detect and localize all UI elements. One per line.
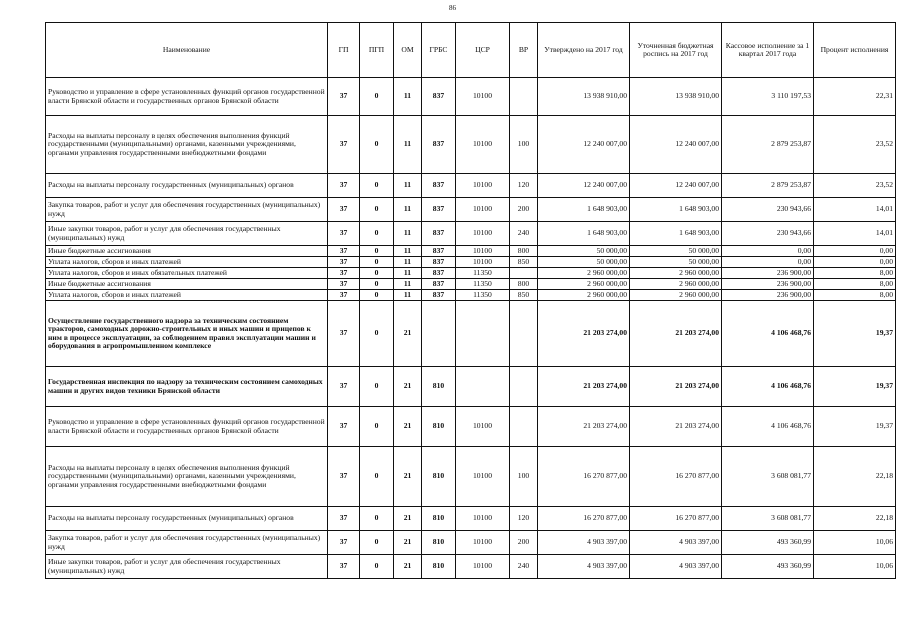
cell-percent: 23,52 — [814, 116, 896, 174]
cell-gp: 37 — [328, 222, 360, 246]
cell-gp: 37 — [328, 507, 360, 531]
cell-approved: 21 203 274,00 — [538, 407, 630, 447]
cell-vr — [510, 78, 538, 116]
cell-approved: 4 903 397,00 — [538, 531, 630, 555]
cell-grbs: 837 — [422, 290, 456, 301]
cell-name: Расходы на выплаты персоналу в целях обеспечения выполнения функций государственными (муниципальными) органами, казенными учреждениями, органами управления государственными внебюджетными фондами — [46, 116, 328, 174]
cell-approved: 12 240 007,00 — [538, 116, 630, 174]
cell-refined: 12 240 007,00 — [630, 116, 722, 174]
cell-csr: 10100 — [456, 447, 510, 507]
cell-refined: 2 960 000,00 — [630, 290, 722, 301]
cell-name: Иные бюджетные ассигнования — [46, 246, 328, 257]
table-row — [46, 301, 896, 367]
cell-grbs: 810 — [422, 367, 456, 407]
cell-approved: 2 960 000,00 — [538, 279, 630, 290]
cell-om: 21 — [394, 407, 422, 447]
table-row — [46, 407, 896, 447]
cell-gp: 37 — [328, 447, 360, 507]
header-vr: ВР — [510, 23, 538, 78]
cell-grbs: 837 — [422, 198, 456, 222]
cell-om: 21 — [394, 447, 422, 507]
table-row — [46, 246, 896, 257]
cell-cash: 493 360,99 — [722, 531, 814, 555]
cell-percent: 19,37 — [814, 407, 896, 447]
table-header-row — [46, 23, 896, 78]
cell-percent: 10,06 — [814, 555, 896, 579]
cell-pgp: 0 — [360, 257, 394, 268]
cell-pgp: 0 — [360, 246, 394, 257]
cell-name: Руководство и управление в сфере установленных функций органов государственной власти Брянской области и государственных органов Брянской области — [46, 78, 328, 116]
cell-refined: 50 000,00 — [630, 246, 722, 257]
cell-pgp: 0 — [360, 290, 394, 301]
cell-pgp: 0 — [360, 531, 394, 555]
cell-percent: 22,18 — [814, 507, 896, 531]
cell-cash: 3 608 081,77 — [722, 507, 814, 531]
cell-csr: 10100 — [456, 407, 510, 447]
table-row — [46, 447, 896, 507]
cell-refined: 12 240 007,00 — [630, 174, 722, 198]
cell-name: Уплата налогов, сборов и иных платежей — [46, 290, 328, 301]
cell-grbs: 837 — [422, 279, 456, 290]
cell-cash: 236 900,00 — [722, 279, 814, 290]
cell-name: Иные бюджетные ассигнования — [46, 279, 328, 290]
cell-vr: 850 — [510, 290, 538, 301]
cell-cash: 493 360,99 — [722, 555, 814, 579]
header-om: ОМ — [394, 23, 422, 78]
cell-vr — [510, 407, 538, 447]
cell-grbs: 837 — [422, 174, 456, 198]
cell-grbs: 810 — [422, 407, 456, 447]
cell-cash: 2 879 253,87 — [722, 174, 814, 198]
cell-csr: 10100 — [456, 174, 510, 198]
cell-vr — [510, 367, 538, 407]
cell-om: 11 — [394, 246, 422, 257]
cell-cash: 4 106 468,76 — [722, 407, 814, 447]
cell-om: 11 — [394, 279, 422, 290]
cell-cash: 236 900,00 — [722, 268, 814, 279]
table-row — [46, 198, 896, 222]
cell-vr: 800 — [510, 279, 538, 290]
cell-percent: 22,18 — [814, 447, 896, 507]
cell-refined: 21 203 274,00 — [630, 407, 722, 447]
cell-refined: 2 960 000,00 — [630, 268, 722, 279]
cell-approved: 1 648 903,00 — [538, 222, 630, 246]
cell-approved: 16 270 877,00 — [538, 507, 630, 531]
cell-gp: 37 — [328, 555, 360, 579]
cell-gp: 37 — [328, 198, 360, 222]
cell-gp: 37 — [328, 246, 360, 257]
cell-csr: 10100 — [456, 78, 510, 116]
cell-approved: 2 960 000,00 — [538, 268, 630, 279]
cell-om: 11 — [394, 174, 422, 198]
cell-pgp: 0 — [360, 174, 394, 198]
cell-gp: 37 — [328, 257, 360, 268]
cell-om: 11 — [394, 198, 422, 222]
cell-pgp: 0 — [360, 301, 394, 367]
cell-grbs: 837 — [422, 222, 456, 246]
cell-csr: 10100 — [456, 507, 510, 531]
cell-name: Закупка товаров, работ и услуг для обеспечения государственных (муниципальных) нужд — [46, 531, 328, 555]
cell-gp: 37 — [328, 531, 360, 555]
cell-cash: 0,00 — [722, 246, 814, 257]
cell-name: Расходы на выплаты персоналу государственных (муниципальных) органов — [46, 507, 328, 531]
table-row — [46, 257, 896, 268]
table-row — [46, 222, 896, 246]
cell-vr — [510, 268, 538, 279]
cell-om: 21 — [394, 367, 422, 407]
cell-vr: 200 — [510, 198, 538, 222]
cell-refined: 1 648 903,00 — [630, 198, 722, 222]
header-name: Наименование — [46, 23, 328, 78]
cell-gp: 37 — [328, 78, 360, 116]
cell-name: Уплата налогов, сборов и иных обязательных платежей — [46, 268, 328, 279]
header-pgp: ПГП — [360, 23, 394, 78]
cell-refined: 4 903 397,00 — [630, 531, 722, 555]
cell-approved: 16 270 877,00 — [538, 447, 630, 507]
cell-pgp: 0 — [360, 507, 394, 531]
cell-refined: 1 648 903,00 — [630, 222, 722, 246]
cell-vr: 120 — [510, 174, 538, 198]
cell-cash: 236 900,00 — [722, 290, 814, 301]
cell-approved: 2 960 000,00 — [538, 290, 630, 301]
cell-name: Государственная инспекция по надзору за техническим состоянием самоходных машин и других видов техники Брянской области — [46, 367, 328, 407]
cell-csr: 10100 — [456, 198, 510, 222]
cell-gp: 37 — [328, 367, 360, 407]
cell-grbs: 837 — [422, 257, 456, 268]
cell-cash: 4 106 468,76 — [722, 367, 814, 407]
cell-pgp: 0 — [360, 367, 394, 407]
cell-pgp: 0 — [360, 279, 394, 290]
cell-om: 11 — [394, 116, 422, 174]
cell-name: Иные закупки товаров, работ и услуг для обеспечения государственных (муниципальных) нужд — [46, 555, 328, 579]
table-row — [46, 268, 896, 279]
cell-grbs — [422, 301, 456, 367]
cell-vr — [510, 301, 538, 367]
cell-om: 11 — [394, 268, 422, 279]
cell-csr: 10100 — [456, 531, 510, 555]
header-cash: Кассовое исполнение за 1 квартал 2017 года — [722, 23, 814, 78]
cell-refined: 50 000,00 — [630, 257, 722, 268]
header-percent: Процент исполнения — [814, 23, 896, 78]
cell-approved: 50 000,00 — [538, 257, 630, 268]
cell-grbs: 837 — [422, 246, 456, 257]
cell-approved: 50 000,00 — [538, 246, 630, 257]
cell-om: 11 — [394, 257, 422, 268]
cell-csr: 10100 — [456, 246, 510, 257]
cell-cash: 230 943,66 — [722, 222, 814, 246]
cell-pgp: 0 — [360, 116, 394, 174]
table-row — [46, 174, 896, 198]
cell-refined: 21 203 274,00 — [630, 301, 722, 367]
cell-refined: 4 903 397,00 — [630, 555, 722, 579]
table-row — [46, 290, 896, 301]
cell-percent: 23,52 — [814, 174, 896, 198]
table-row — [46, 116, 896, 174]
cell-percent: 22,31 — [814, 78, 896, 116]
cell-percent: 19,37 — [814, 301, 896, 367]
cell-approved: 4 903 397,00 — [538, 555, 630, 579]
cell-csr: 11350 — [456, 279, 510, 290]
table-row — [46, 507, 896, 531]
cell-om: 21 — [394, 555, 422, 579]
cell-vr: 100 — [510, 447, 538, 507]
cell-gp: 37 — [328, 279, 360, 290]
table-row — [46, 555, 896, 579]
page-number: 86 — [449, 4, 456, 12]
header-csr: ЦСР — [456, 23, 510, 78]
cell-pgp: 0 — [360, 222, 394, 246]
cell-name: Осуществление государственного надзора за техническим состоянием тракторов, самоходных дорожно-строительных и иных машин и прицепов к ним в процессе эксплуатации, за соблюдением правил эксплуатации машин и оборудования в агропромышленном комплексе — [46, 301, 328, 367]
header-approved: Утверждено на 2017 год — [538, 23, 630, 78]
cell-gp: 37 — [328, 301, 360, 367]
cell-csr: 11350 — [456, 290, 510, 301]
cell-name: Расходы на выплаты персоналу государственных (муниципальных) органов — [46, 174, 328, 198]
table-row — [46, 531, 896, 555]
header-grbs: ГРБС — [422, 23, 456, 78]
cell-csr: 10100 — [456, 555, 510, 579]
cell-grbs: 810 — [422, 447, 456, 507]
cell-percent: 0,00 — [814, 257, 896, 268]
cell-name: Иные закупки товаров, работ и услуг для обеспечения государственных (муниципальных) нужд — [46, 222, 328, 246]
cell-percent: 8,00 — [814, 290, 896, 301]
cell-name: Уплата налогов, сборов и иных платежей — [46, 257, 328, 268]
cell-om: 21 — [394, 301, 422, 367]
cell-cash: 230 943,66 — [722, 198, 814, 222]
cell-vr: 800 — [510, 246, 538, 257]
cell-vr: 200 — [510, 531, 538, 555]
cell-name: Расходы на выплаты персоналу в целях обеспечения выполнения функций государственными (муниципальными) органами, казенными учреждениями, органами управления государственными внебюджетными фондами — [46, 447, 328, 507]
cell-gp: 37 — [328, 407, 360, 447]
cell-percent: 0,00 — [814, 246, 896, 257]
cell-pgp: 0 — [360, 268, 394, 279]
header-gp: ГП — [328, 23, 360, 78]
cell-gp: 37 — [328, 116, 360, 174]
cell-vr: 240 — [510, 555, 538, 579]
cell-csr — [456, 367, 510, 407]
cell-percent: 10,06 — [814, 531, 896, 555]
cell-om: 11 — [394, 290, 422, 301]
cell-csr: 10100 — [456, 222, 510, 246]
cell-vr: 100 — [510, 116, 538, 174]
cell-refined: 13 938 910,00 — [630, 78, 722, 116]
cell-om: 11 — [394, 222, 422, 246]
cell-percent: 8,00 — [814, 279, 896, 290]
table-row — [46, 279, 896, 290]
cell-pgp: 0 — [360, 555, 394, 579]
cell-grbs: 810 — [422, 531, 456, 555]
cell-om: 11 — [394, 78, 422, 116]
cell-grbs: 837 — [422, 116, 456, 174]
cell-approved: 21 203 274,00 — [538, 367, 630, 407]
cell-grbs: 810 — [422, 507, 456, 531]
cell-cash: 3 110 197,53 — [722, 78, 814, 116]
cell-vr: 240 — [510, 222, 538, 246]
cell-percent: 14,01 — [814, 222, 896, 246]
cell-gp: 37 — [328, 268, 360, 279]
cell-pgp: 0 — [360, 407, 394, 447]
cell-refined: 21 203 274,00 — [630, 367, 722, 407]
table-row — [46, 78, 896, 116]
cell-cash: 2 879 253,87 — [722, 116, 814, 174]
cell-vr: 120 — [510, 507, 538, 531]
cell-om: 21 — [394, 531, 422, 555]
cell-csr: 10100 — [456, 116, 510, 174]
cell-approved: 13 938 910,00 — [538, 78, 630, 116]
cell-csr: 10100 — [456, 257, 510, 268]
cell-csr: 11350 — [456, 268, 510, 279]
cell-refined: 2 960 000,00 — [630, 279, 722, 290]
cell-percent: 19,37 — [814, 367, 896, 407]
cell-grbs: 810 — [422, 555, 456, 579]
cell-cash: 3 608 081,77 — [722, 447, 814, 507]
cell-om: 21 — [394, 507, 422, 531]
cell-pgp: 0 — [360, 78, 394, 116]
budget-table — [45, 22, 896, 579]
cell-grbs: 837 — [422, 268, 456, 279]
cell-percent: 8,00 — [814, 268, 896, 279]
cell-grbs: 837 — [422, 78, 456, 116]
cell-percent: 14,01 — [814, 198, 896, 222]
cell-vr: 850 — [510, 257, 538, 268]
table-row — [46, 367, 896, 407]
header-refined: Уточненная бюджетная роспись на 2017 год — [630, 23, 722, 78]
cell-pgp: 0 — [360, 447, 394, 507]
cell-pgp: 0 — [360, 198, 394, 222]
cell-approved: 12 240 007,00 — [538, 174, 630, 198]
cell-name: Руководство и управление в сфере установленных функций органов государственной власти Брянской области и государственных органов Брянской области — [46, 407, 328, 447]
cell-csr — [456, 301, 510, 367]
cell-name: Закупка товаров, работ и услуг для обеспечения государственных (муниципальных) нужд — [46, 198, 328, 222]
cell-refined: 16 270 877,00 — [630, 507, 722, 531]
cell-cash: 0,00 — [722, 257, 814, 268]
cell-approved: 21 203 274,00 — [538, 301, 630, 367]
cell-gp: 37 — [328, 174, 360, 198]
cell-gp: 37 — [328, 290, 360, 301]
cell-refined: 16 270 877,00 — [630, 447, 722, 507]
cell-cash: 4 106 468,76 — [722, 301, 814, 367]
cell-approved: 1 648 903,00 — [538, 198, 630, 222]
